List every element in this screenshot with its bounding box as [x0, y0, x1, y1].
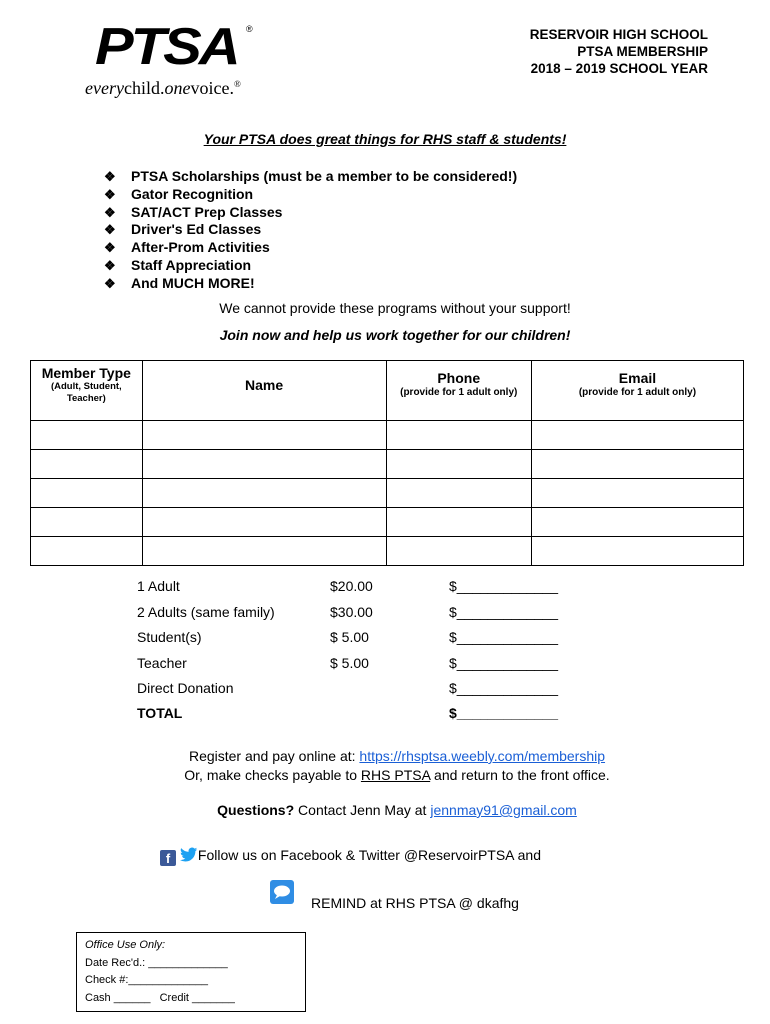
follow-line: f Follow us on Facebook & Twitter @ReservoirPTSA and	[160, 847, 541, 866]
fee-blank[interactable]: $_____________	[449, 655, 559, 671]
registered-mark: ®	[246, 24, 253, 34]
header-year: 2018 – 2019 SCHOOL YEAR	[530, 61, 708, 76]
table-row[interactable]	[31, 479, 744, 508]
fee-price: $30.00	[330, 604, 373, 620]
list-item: ❖ After-Prom Activities	[104, 239, 270, 256]
office-cash: Cash ______ Credit _______	[85, 991, 235, 1004]
office-use-box	[76, 932, 306, 1012]
col-email: Email (provide for 1 adult only)	[531, 361, 743, 421]
remind-text: REMIND at RHS PTSA @ dkafhg	[311, 895, 519, 911]
list-item: ❖ PTSA Scholarships (must be a member to be considered!)	[104, 168, 518, 184]
fee-label: Direct Donation	[137, 680, 234, 696]
fee-blank[interactable]: $_____________	[449, 629, 559, 645]
fee-label: TOTAL	[137, 705, 183, 721]
fee-label: Teacher	[137, 655, 187, 671]
school-header	[530, 26, 708, 77]
register-line: Register and pay online at: https://rhsptsa.weebly.com/membership	[188, 748, 606, 764]
facebook-icon[interactable]: f	[160, 850, 176, 866]
logo-tagline: everychild.onevoice.®	[85, 78, 241, 98]
list-item: ❖ And MUCH MORE!	[104, 274, 255, 291]
ptsa-logo: PTSA	[95, 17, 238, 76]
fee-blank[interactable]: $_____________	[449, 705, 559, 721]
col-member-type: Member Type (Adult, Student, Teacher)	[31, 361, 143, 421]
fee-price: $ 5.00	[330, 655, 369, 671]
fee-blank[interactable]: $_____________	[449, 578, 559, 594]
fee-price: $20.00	[330, 578, 373, 594]
intro-heading: Your PTSA does great things for RHS staff & students!	[203, 131, 567, 147]
fee-blank[interactable]: $_____________	[449, 680, 559, 696]
table-row[interactable]	[31, 421, 744, 450]
table-row[interactable]	[31, 508, 744, 537]
diamond-bullet-icon: ❖	[104, 275, 116, 291]
header-title: PTSA MEMBERSHIP	[577, 44, 708, 59]
email-link[interactable]: jennmay91@gmail.com	[430, 802, 577, 818]
fee-label: Student(s)	[137, 629, 202, 645]
fee-price: $ 5.00	[330, 629, 369, 645]
col-phone: Phone (provide for 1 adult only)	[386, 361, 531, 421]
fee-label: 2 Adults (same family)	[137, 604, 275, 620]
list-item: ❖ Staff Appreciation	[104, 256, 252, 273]
diamond-bullet-icon: ❖	[104, 222, 116, 238]
list-item: ❖ SAT/ACT Prep Classes	[104, 203, 283, 220]
diamond-bullet-icon: ❖	[104, 204, 116, 220]
benefits-list	[104, 168, 517, 293]
office-title: Office Use Only:	[85, 939, 166, 951]
diamond-bullet-icon: ❖	[104, 257, 116, 273]
support-text: We cannot provide these programs without your support!	[219, 300, 571, 316]
diamond-bullet-icon: ❖	[104, 186, 116, 202]
fee-label: 1 Adult	[137, 578, 180, 594]
diamond-bullet-icon: ❖	[104, 240, 116, 256]
table-row[interactable]	[31, 537, 744, 566]
membership-table	[30, 360, 744, 566]
office-date: Date Rec'd.: _____________	[85, 956, 228, 969]
membership-link[interactable]: https://rhsptsa.weebly.com/membership	[359, 748, 606, 764]
header-school: RESERVOIR HIGH SCHOOL	[529, 27, 708, 42]
diamond-bullet-icon: ❖	[104, 169, 116, 184]
table-row[interactable]	[31, 450, 744, 479]
fee-blank[interactable]: $_____________	[449, 604, 559, 620]
checks-line: Or, make checks payable to RHS PTSA and return to the front office.	[184, 767, 610, 783]
twitter-icon[interactable]	[180, 847, 198, 863]
list-item: ❖ Gator Recognition	[104, 185, 254, 202]
col-name: Name	[142, 361, 386, 421]
table-header-row	[31, 361, 744, 421]
remind-icon[interactable]	[270, 880, 294, 904]
join-text: Join now and help us work together for our children!	[219, 327, 571, 343]
list-item: ❖ Driver's Ed Classes	[104, 221, 262, 238]
questions-line: Questions? Contact Jenn May at jennmay91@gmail.com	[217, 802, 577, 818]
office-check: Check #:_____________	[85, 974, 208, 986]
